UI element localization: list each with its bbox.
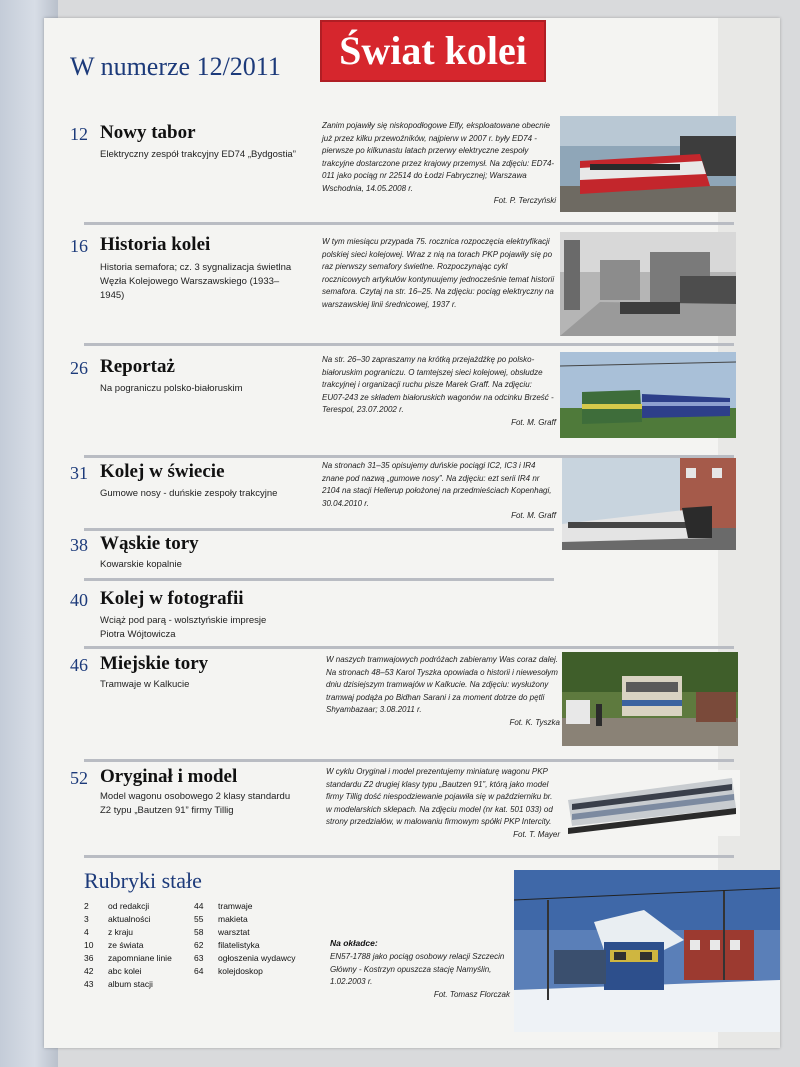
section-title: Historia kolei [100, 234, 211, 255]
section-page-number: 16 [70, 236, 88, 256]
rubryka-item: 42 abc kolei [84, 966, 142, 976]
cover-photo-en57-snow [514, 870, 780, 1032]
section-divider [84, 759, 734, 762]
rubryka-item: 62 filatelistyka [194, 940, 260, 950]
contents-page [44, 18, 780, 1048]
rubryka-item: 55 makieta [194, 914, 248, 924]
description-text: W cyklu Oryginał i model prezentujemy miniaturę wagonu PKP standardu Z2 drugiej klasy typu „Bautzen 91”, którą jako model firmy Tillig dość niespodziewanie pojawiła się w październiku br. w modelarskich sklepach. Na zdjęciu model (nr kat. 501 033) od strony przedziałów, w malowaniu firmowym spółki PKP Intercity. [326, 767, 553, 826]
photo-credit: Fot. P. Terczyński [493, 196, 556, 205]
rubryka-item: 64 kolejdoskop [194, 966, 263, 976]
description-text: Na stronach 31–35 opisujemy duńskie pociągi IC2, IC3 i IR4 znane pod nazwą „gumowe nosy”. Na zdjęciu: ezt serii IR4 nr 2104 na stacji Hellerup położonej na przedmieściach Kopenhagi, 30.04.2010 r. [322, 461, 552, 508]
description-text: Na str. 26–30 zapraszamy na krótką przejażdżkę po polsko-białoruskim pograniczu. O tamtejszej sieci kolejowej, obsłudze trakcyjnej i organizacji ruchu pisze Marek Graff. Na zdjęciu: EU07-243 ze składem białoruskich wagonów na odcinku Brześć - Terespol, 23.07.2002 r. [322, 355, 554, 414]
rubryka-item: 43 album stacji [84, 979, 153, 989]
rubryka-item: 10 ze świata [84, 940, 144, 950]
rubryka-item: 36 zapomniane linie [84, 953, 172, 963]
cover-label: Na okładce: [330, 938, 378, 948]
rubryka-item: 58 warsztat [194, 927, 250, 937]
section-page-number: 52 [70, 768, 88, 788]
section-description [322, 354, 556, 429]
section-title: Reportaż [100, 356, 175, 377]
section-divider [84, 343, 734, 346]
section-description [326, 766, 560, 841]
rubryka-item: 3 aktualności [84, 914, 151, 924]
section-photo-kolkata-tram [562, 652, 738, 746]
section-title: Oryginał i model [100, 766, 238, 787]
issue-heading: W numerze 12/2011 [70, 52, 281, 81]
section-divider [84, 855, 734, 858]
cover-description-text: EN57-1788 jako pociąg osobowy relacji Szczecin Główny - Kostrzyn opuszcza stację Namyślin, 1.02.2003 r. [330, 952, 505, 986]
rubryka-item: 2 od redakcji [84, 901, 150, 911]
section-subtitle: Gumowe nosy - duńskie zespoły trakcyjne [100, 488, 278, 499]
rubryki-list-right [194, 900, 295, 978]
section-subtitle: Elektryczny zespół trakcyjny ED74 „Bydgostia” [100, 149, 296, 160]
rubryki-list-left [84, 900, 172, 991]
section-title: Kolej w świecie [100, 461, 225, 482]
section-photo-ir4-train [562, 458, 736, 550]
section-subtitle: Historia semafora; cz. 3 sygnalizacja świetlna Węzła Kolejowego Warszawskiego (1933–1945) [100, 262, 292, 301]
section-subtitle: Tramwaje w Kalkucie [100, 679, 190, 690]
cover-photo-credit: Fot. Tomasz Florczak [433, 989, 510, 999]
section-subtitle: Wciąż pod parą - wolsztyńskie impresje Piotra Wójtowicza [100, 615, 267, 640]
section-divider [84, 646, 734, 649]
section-page-number: 31 [70, 463, 88, 483]
description-text: Zanim pojawiły się niskopodłogowe Elfy, eksploatowane obecnie już przez kilku przewoźników, najpierw w 2007 r. były ED74 - pierwsze po kilkunastu latach przerwy elektryczne zespoły trakcyjne dostarczone przez krajowy przemysł. Na zdjęciu: ED74-011 jako pociąg nr 22514 do Łodzi Fabrycznej; Warszawa Wschodnia, 14.05.2008 r. [322, 121, 555, 193]
magazine-logo: Świat kolei [320, 20, 546, 82]
section-photo-model-wagon [564, 770, 740, 836]
section-subtitle: Kowarskie kopalnie [100, 559, 182, 570]
section-title: Wąskie tory [100, 533, 199, 554]
photo-credit: Fot. M. Graff [511, 417, 556, 427]
section-title: Kolej w fotografii [100, 588, 244, 609]
section-photo-historic-warsaw [560, 232, 736, 336]
section-description [326, 654, 560, 729]
section-description [322, 460, 556, 523]
rubryka-item: 63 ogłoszenia wydawcy [194, 953, 296, 963]
section-divider [84, 222, 734, 225]
section-page-number: 12 [70, 124, 88, 144]
section-subtitle: Na pograniczu polsko-białoruskim [100, 383, 243, 394]
section-page-number: 40 [70, 590, 88, 610]
description-text: W tym miesiącu przypada 75. rocznica rozpoczęcia elektryfikacji polskiej sieci kolejowej. Wraz z nią na torach PKP pojawiły się po raz pierwszy semafory świetlne. Rozpoczynając cykl rocznicowych artykułów kontynuujemy jednocześnie temat historii semafora. Czytaj na str. 16–25. Na zdjęciu: pociąg elektryczny na warszawskiej linii średnicowej, 1937 r. [322, 237, 555, 309]
section-page-number: 38 [70, 535, 88, 555]
section-description [322, 120, 556, 208]
photo-credit: Fot. M. Graff [511, 511, 556, 520]
section-title: Miejskie tory [100, 653, 209, 674]
section-divider [84, 578, 554, 581]
section-photo-eu07-train [560, 352, 736, 438]
rubryka-item: 44 tramwaje [194, 901, 253, 911]
rubryka-item: 4 z kraju [84, 927, 134, 937]
rubryki-title: Rubryki stałe [84, 868, 202, 893]
section-page-number: 26 [70, 358, 88, 378]
section-subtitle: Model wagonu osobowego 2 klasy standardu Z2 typu „Bautzen 91” firmy Tillig [100, 791, 291, 816]
section-divider [84, 528, 554, 531]
section-photo-train-ed74 [560, 116, 736, 212]
photo-credit: Fot. K. Tyszka [509, 717, 560, 727]
section-description [322, 236, 556, 311]
description-text: W naszych tramwajowych podróżach zabieramy Was coraz dalej. Na stronach 48–53 Karol Tyszka opowiada o historii i niewesołym dniu dzisiejszym tramwajów w Kalkucie. Na zdjęciu: wysłużony tramwaj podąża po Bidhan Sarani i za moment dotrze do pętli Shyambazaar; 3.08.2011 r. [326, 655, 558, 714]
cover-description [330, 951, 510, 1001]
photo-credit: Fot. T. Mayer [513, 829, 560, 839]
section-page-number: 46 [70, 655, 88, 675]
section-title: Nowy tabor [100, 122, 196, 143]
